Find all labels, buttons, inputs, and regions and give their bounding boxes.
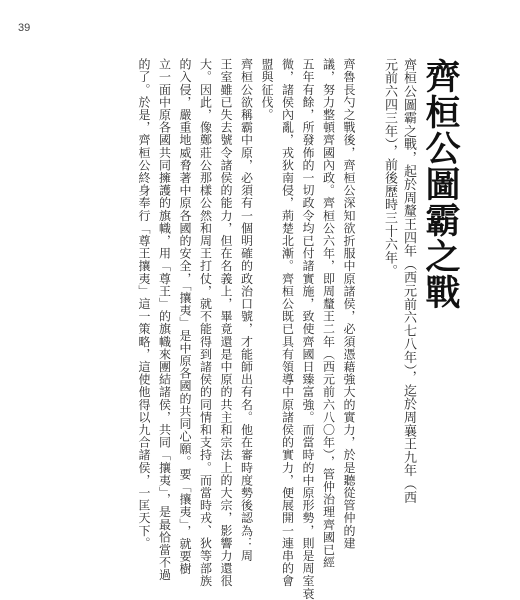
text-line: 的入侵，嚴重地威脅著中原各國的安全，「攘夷」是中原各國的共同心願。要「攘夷」，就要樹 bbox=[178, 58, 192, 576]
text-line: 立一面中原各國共同擁護的旗幟，用「尊王」的旗幟來團結諸侯，共同「攘夷」，是最恰當不過 bbox=[157, 58, 172, 582]
text-line: 的了。於是，齊桓公終身奉行「尊王攘夷」這一策略，這使他得以九合諸侯，一匡天下。 bbox=[137, 58, 151, 550]
text-line: 齊魯長勺之戰後，齊桓公深知欲折服中原諸侯，必須憑藉強大的實力，於是聽從管仲的建 bbox=[342, 58, 356, 550]
subtitle-line: 齊桓公圖霸之戰，起於周釐王四年（西元前六七八年），迄於周襄王九年（西 bbox=[401, 58, 416, 504]
paragraph bbox=[138, 58, 253, 600]
page-body bbox=[130, 58, 467, 600]
text-line: 微，諸侯內亂，戎狄南侵，荊楚北漸。齊桓公既已具有領導中原諸侯的實力，便展開一連串的會 bbox=[280, 58, 295, 588]
text-line: 議，努力整頓齊國內政。齊桓公六年，即周釐王二年（西元前六八〇年），管仲治理齊國已經 bbox=[321, 58, 336, 569]
chapter-subtitle bbox=[377, 58, 415, 504]
subtitle-line: 元前六四三年），前後歷時三十六年。 bbox=[382, 58, 397, 278]
body-text bbox=[130, 58, 356, 600]
page-number: 39 bbox=[18, 22, 31, 34]
text-line: 齊桓公欲稱霸中原，必須有一個明確的政治口號，才能師出有名。他在審時度勢後認為：周 bbox=[239, 58, 254, 562]
text-line: 大。因此，像鄭莊公那樣公然和周王打仗，就不能得到諸侯的同情和支持。而當時戎、狄等部族 bbox=[198, 58, 213, 588]
chapter-title: 齊桓公圖霸之戰 bbox=[420, 58, 461, 310]
text-line: 王室雖已失去號令諸侯的能力，但在名義上，畢竟還是中原的共主和宗法上的大宗，影響力還很 bbox=[219, 58, 233, 588]
paragraph bbox=[261, 58, 355, 600]
text-line: 盟與征伐。 bbox=[260, 58, 274, 121]
text-line: 五年有餘，所發佈的一切政令均已付諸實施，致使齊國日臻富強。而當時的中原形勢，則是周室衰 bbox=[301, 58, 315, 600]
